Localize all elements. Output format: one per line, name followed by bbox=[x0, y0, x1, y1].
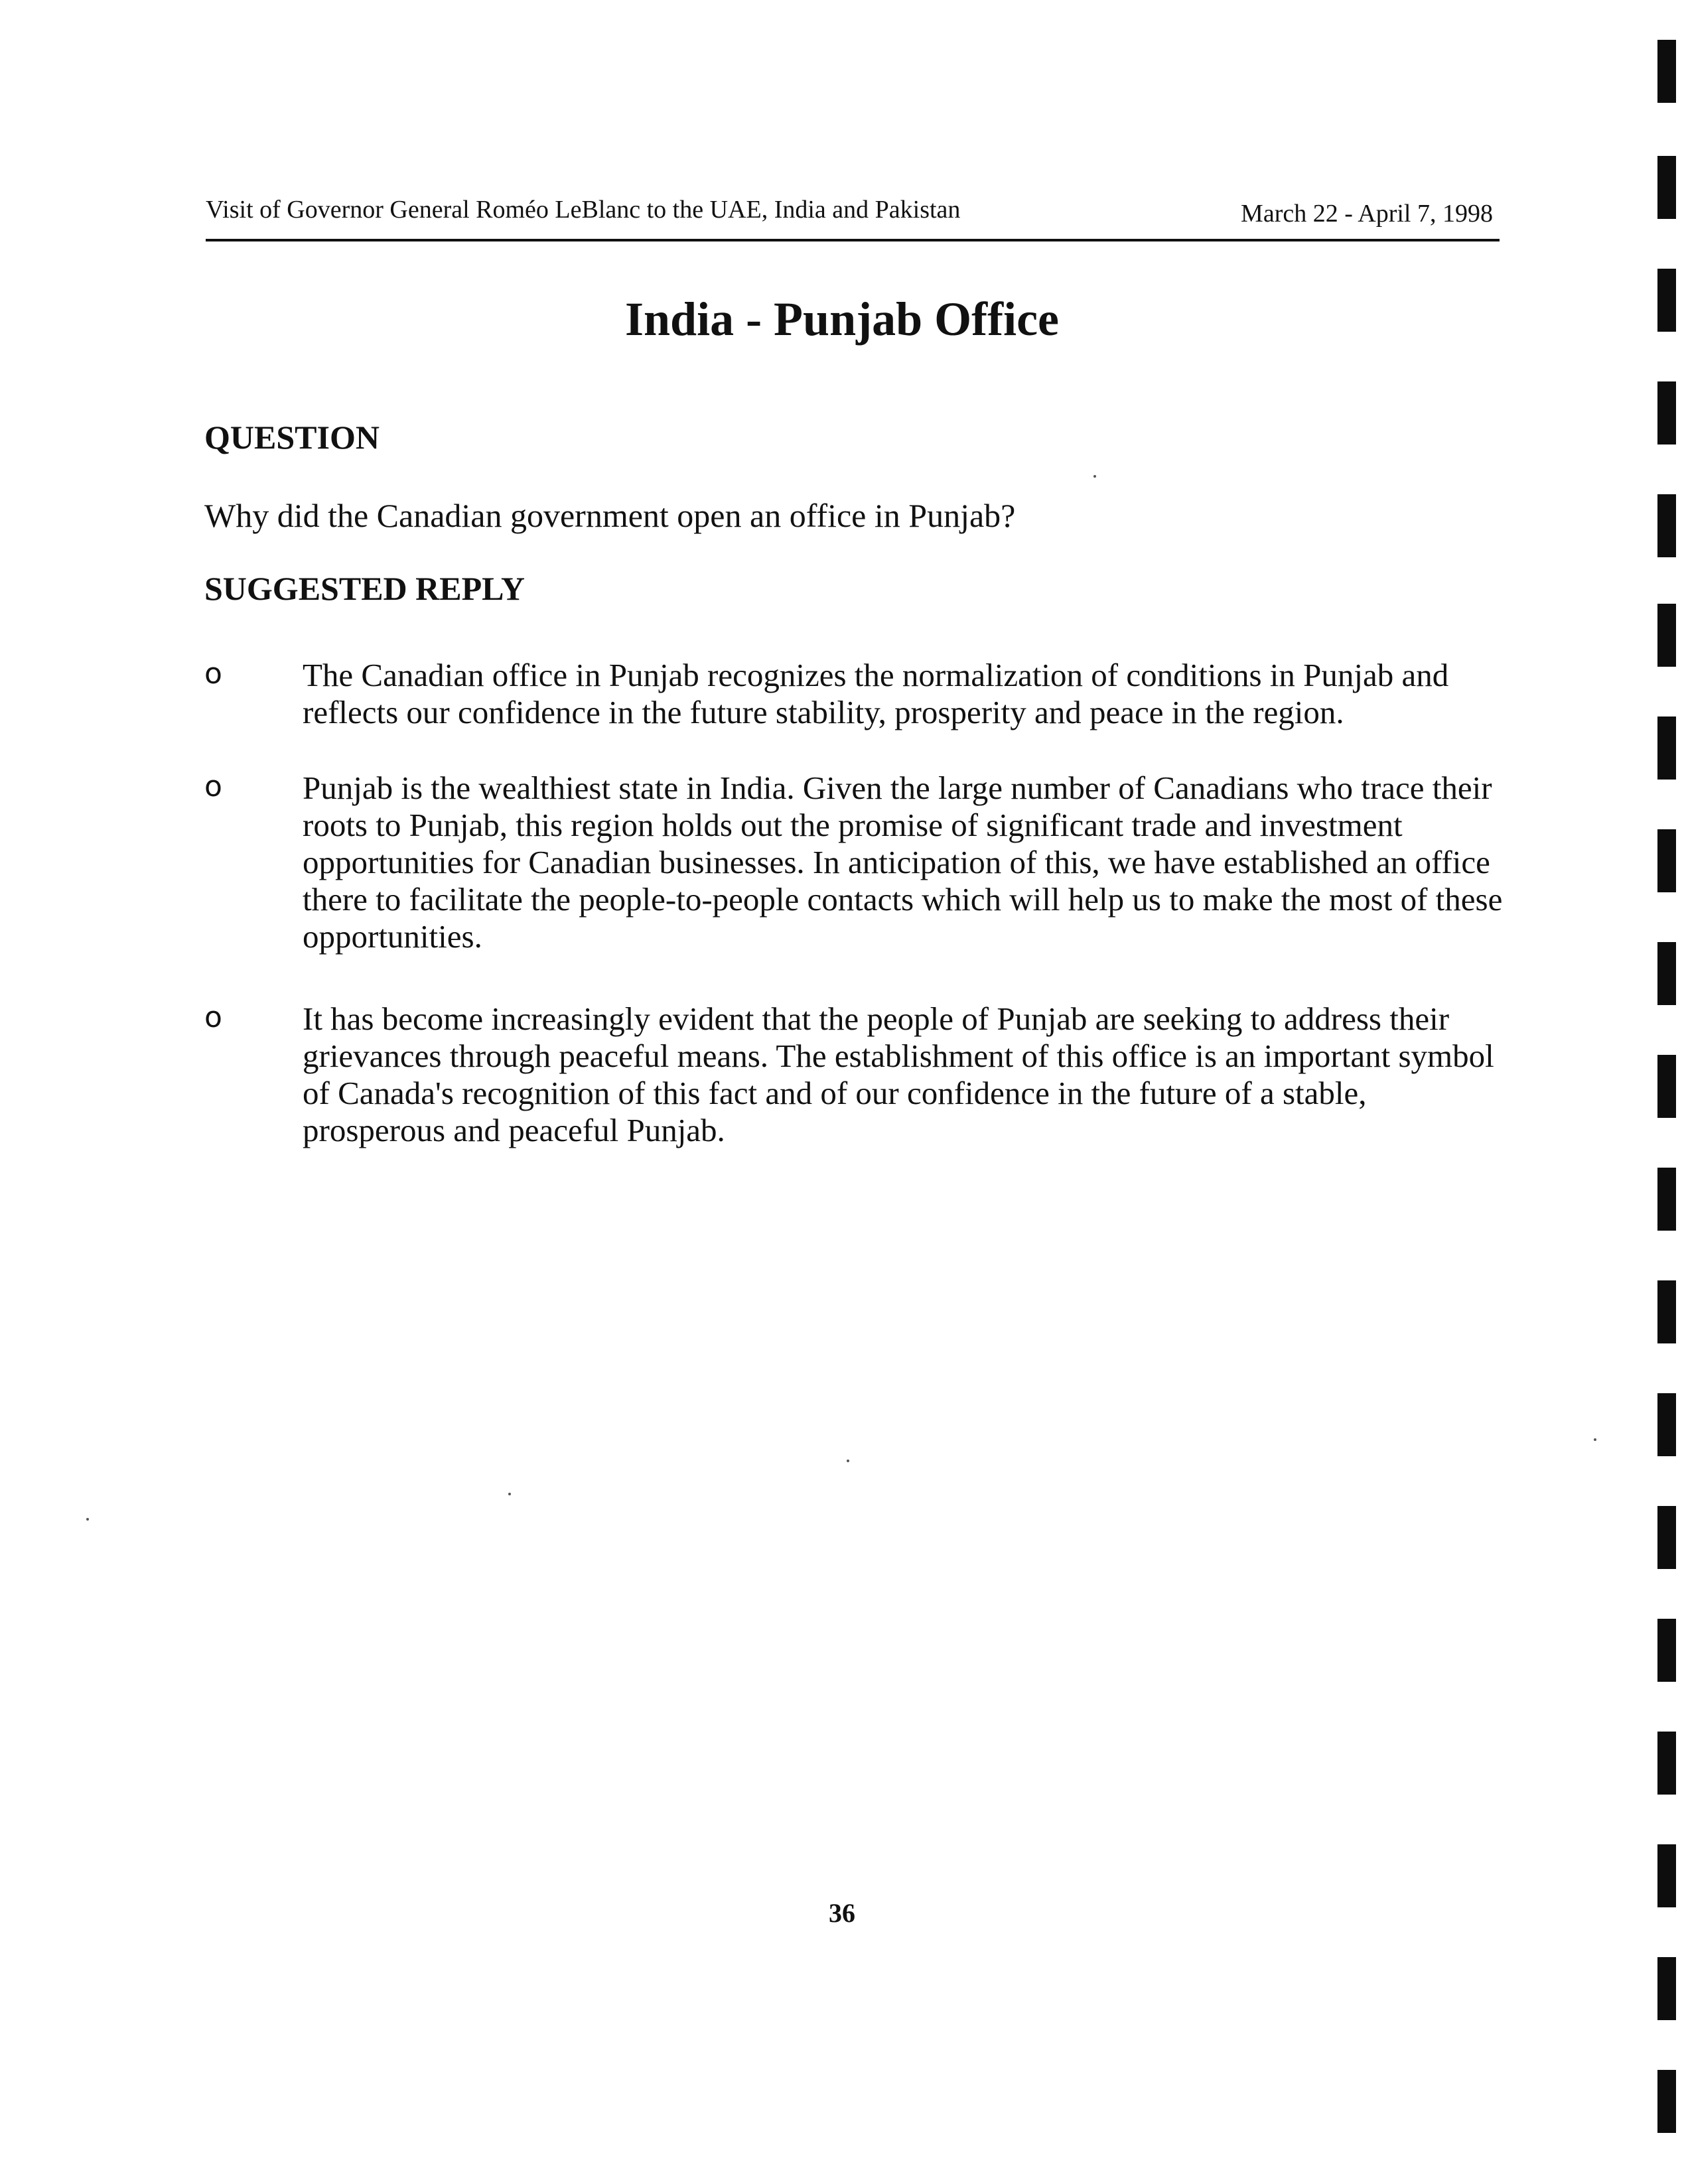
edge-mark bbox=[1657, 1168, 1676, 1231]
binder-edge-marks bbox=[1631, 0, 1684, 2184]
edge-mark bbox=[1657, 156, 1676, 219]
bullet-marker: o bbox=[204, 1000, 222, 1034]
page-title: India - Punjab Office bbox=[624, 293, 1060, 346]
bullet-marker: o bbox=[204, 770, 222, 803]
scan-speck bbox=[86, 1518, 89, 1521]
running-header bbox=[206, 186, 1500, 241]
edge-mark bbox=[1657, 942, 1676, 1005]
scan-speck bbox=[508, 1493, 511, 1495]
edge-mark bbox=[1657, 1844, 1676, 1907]
edge-mark bbox=[1657, 1393, 1676, 1456]
scan-speck bbox=[1093, 475, 1096, 478]
edge-mark bbox=[1657, 40, 1676, 103]
bullet-text: It has become increasingly evident that the people of Punjab are seeking to address their grievances through peaceful means. The establishment of this office is an important symbol of Canada's recognition of this fact and of our confidence in the future of a stable, prosperous and peaceful Punjab. bbox=[303, 1000, 1494, 1148]
scan-speck bbox=[1594, 1438, 1596, 1441]
header-dates: March 22 - April 7, 1998 bbox=[1241, 200, 1493, 228]
question-heading: QUESTION bbox=[204, 419, 380, 456]
edge-mark bbox=[1657, 269, 1676, 332]
edge-mark bbox=[1657, 2070, 1676, 2133]
header-visit-title: Visit of Governor General Roméo LeBlanc to the UAE, India and Pakistan bbox=[206, 196, 961, 224]
suggested-reply-heading: SUGGESTED REPLY bbox=[204, 570, 526, 607]
page-number: 36 bbox=[829, 1898, 855, 1928]
question-text: Why did the Canadian government open an office in Punjab? bbox=[204, 497, 1016, 534]
edge-mark bbox=[1657, 1957, 1676, 2020]
bullet-marker: o bbox=[204, 657, 222, 691]
bullet-text: The Canadian office in Punjab recognizes the normalization of conditions in Punjab and reflects our confidence in the future stability, prosperity and peace in the region. bbox=[303, 657, 1449, 730]
scan-speck bbox=[847, 1460, 849, 1462]
edge-mark bbox=[1657, 1055, 1676, 1118]
edge-mark bbox=[1657, 494, 1676, 557]
edge-mark bbox=[1657, 1506, 1676, 1569]
edge-mark bbox=[1657, 381, 1676, 444]
edge-mark bbox=[1657, 829, 1676, 892]
edge-mark bbox=[1657, 1619, 1676, 1682]
bullet-text: Punjab is the wealthiest state in India. Given the large number of Canadians who trace their roots to Punjab, this region holds out the promise of significant trade and investment opportunities for Canadian businesses. In anticipation of this, we have established an office there to facilitate the people-to-people contacts which will help us to make the most of these opportunities. bbox=[303, 770, 1503, 955]
edge-mark bbox=[1657, 1732, 1676, 1795]
edge-mark bbox=[1657, 717, 1676, 780]
edge-mark bbox=[1657, 604, 1676, 667]
edge-mark bbox=[1657, 1280, 1676, 1343]
